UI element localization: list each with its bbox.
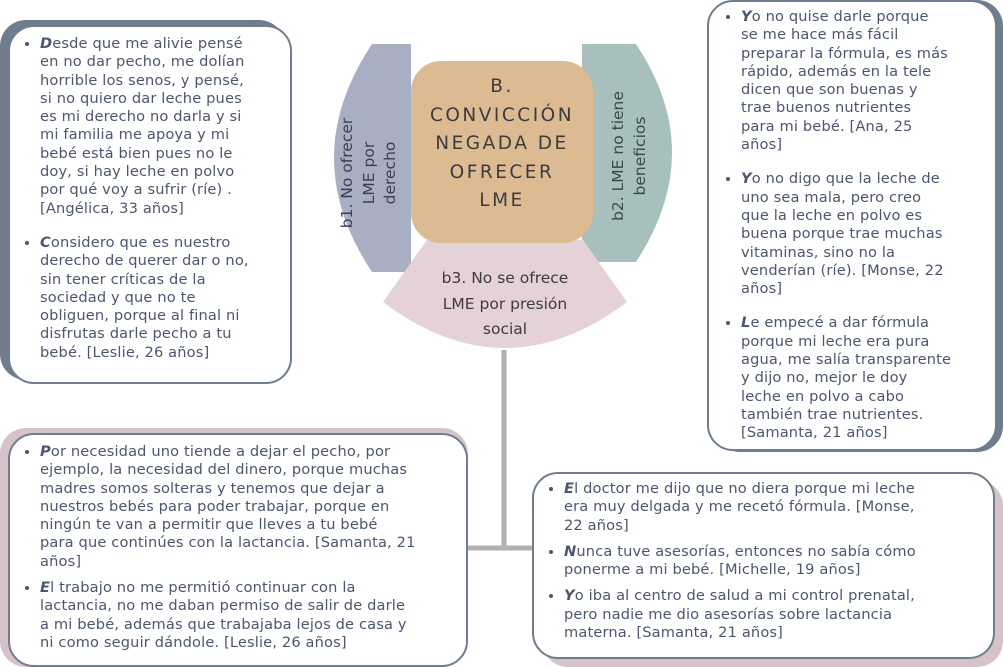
quote-item [40,234,286,362]
quote-line: derecho de querer dar o no, [40,252,249,270]
quote-line: dicen que son buenas y [741,81,918,99]
quote-line: doy, si hay leche en polvo [40,163,235,181]
center-title-line: LME [479,190,525,211]
quote-line: preparar la fórmula, es más [741,44,948,62]
quote-line: bebé. [Leslie, 26 años] [40,343,210,361]
quote-item [564,480,989,535]
quote-line: y dijo no, mejor le doy [741,369,908,387]
quote-line: unca tuve asesorías, entonces no sabía cómo [576,542,916,560]
quote-line: venderían (ríe). [Monse, 22 [741,261,944,279]
quote-line: años] [741,136,783,154]
spacer [564,535,989,543]
bottom-wing-label [405,266,605,343]
quote-initial: L [741,314,751,332]
quote-line: ponerme a mi bebé. [Michelle, 19 años] [564,561,861,579]
quote-item [40,35,286,218]
quote-item [40,443,462,571]
top-left-quote-list [18,35,286,362]
quote-line: e empecé a dar fórmula [750,314,930,332]
spacer [40,571,462,579]
bottom-right-panel [532,472,995,659]
quote-line: años] [40,552,82,570]
quote-item [564,587,989,642]
quote-line: rápido, además en la tele [741,62,932,80]
quote-initial: D [40,35,53,52]
center-title [411,73,593,216]
right-wing-label [608,56,652,256]
quote-item [741,314,991,442]
left-wing-line: LME por [359,141,378,205]
quote-line: esde que me alivie pensé [52,35,243,52]
left-wing-line: derecho [381,141,399,205]
quote-line: lactancia, no me daban permiso de salir de darle [40,597,406,615]
quote-line: buena porque trae muchas [741,225,943,243]
quote-line: onsidero que es nuestro [50,233,231,251]
quote-line: en no dar pecho, me dolían [40,53,245,71]
quote-line: leche en polvo a cabo [741,387,905,405]
quote-line: o no digo que la leche de [751,170,940,188]
left-wing-line: b1. No ofrecer [338,117,356,229]
quote-initial: C [40,233,51,251]
quote-line: ni como seguir dándole. [Leslie, 26 años] [40,633,347,651]
quote-item [741,170,991,298]
quote-initial: P [40,443,51,460]
quote-line: también trae nutrientes. [741,405,924,423]
spacer [741,154,991,170]
quote-line: materna. [Samanta, 21 años] [564,624,784,642]
bottom-left-quote-list [18,443,462,652]
quote-line: para mi bebé. [Ana, 25 [741,117,913,135]
quote-line: sociedad y que no te [40,288,196,306]
quote-line: años] [741,280,783,298]
quote-initial: Y [564,587,575,605]
spacer [40,218,286,234]
bottom-wing-line: LME por presión [442,294,568,313]
quote-line: bebé está bien pues no le [40,144,233,162]
quote-line: obliguen, porque al final ni [40,307,240,325]
quote-line: l doctor me dijo que no diera porque mi leche [574,480,915,497]
center-title-line: OFRECER [449,161,555,183]
quote-line: pero nadie me dio asesorías sobre lactancia [564,605,893,623]
quote-initial: E [564,480,575,497]
bottom-wing-line: b3. No se ofrece [441,269,569,287]
center-title-line: NEGADA DE [435,133,569,154]
quote-line: por qué voy a sufrir (ríe) . [40,181,232,199]
center-title-line: B. [490,76,514,97]
top-left-panel [8,25,292,384]
center-title-line: CONVICCIÓN [429,104,575,126]
quote-item [40,579,462,652]
quote-line: or necesidad uno tiende a dejar el pecho, por [50,443,391,460]
quote-item [741,8,991,154]
quote-line: ejemplo, la necesidad del dinero, porque muchas [40,461,408,479]
quote-line: [Angélica, 33 años] [40,199,184,217]
quote-line: nuestros bebés para poder trabajar, porque en [40,497,390,515]
quote-line: vitaminas, sino no la [741,243,896,261]
quote-line: 22 años] [564,516,629,534]
quote-line: l trabajo no me permitió continuar con la [50,579,356,597]
quote-initial: N [564,542,577,560]
quote-line: sin tener críticas de la [40,270,206,288]
quote-line: se me hace más fácil [741,26,899,44]
spacer [741,298,991,314]
quote-line: trae buenos nutrientes [741,99,912,117]
quote-line: o no quise darle porque [751,8,929,25]
quote-item [564,543,989,580]
quote-line: que la leche en polvo es [741,206,923,224]
quote-line: horrible los senos, y pensé, [40,71,244,89]
quote-line: si no quiero dar leche pues [40,89,242,107]
quote-line: uno sea mala, pero creo [741,188,922,206]
quote-line: madres somos solteras y tenemos que dejar a [40,479,385,497]
quote-line: a mi bebé, además que trabajaba lejos de casa y [40,615,407,633]
quote-initial: Y [741,8,752,25]
top-right-panel [707,0,997,451]
quote-initial: E [40,579,51,597]
quote-line: agua, me salía transparente [741,351,952,369]
quote-line: es mi derecho no darla y si [40,108,242,126]
quote-line: porque mi leche era pura [741,332,930,350]
top-right-quote-list [719,8,991,443]
bottom-right-quote-list [542,480,989,642]
quote-line: o iba al centro de salud a mi control prenatal, [574,587,915,605]
quote-line: [Samanta, 21 años] [741,424,888,442]
right-wing-line: b2. LME no tiene [609,91,627,221]
left-wing-label [337,73,403,273]
spacer [564,579,989,587]
quote-line: para que continúes con la lactancia. [Samanta, 21 [40,534,416,552]
quote-initial: Y [741,170,752,188]
quote-line: ningún te van a permitir que lleves a tu bebé [40,516,378,534]
quote-line: disfrutas darle pecho a tu [40,325,232,343]
quote-line: mi familia me apoya y mi [40,126,230,144]
bottom-wing-line: social [482,320,528,338]
right-wing-line: beneficios [630,116,649,196]
bottom-left-panel [8,433,468,667]
quote-line: era muy delgada y me recetó fórmula. [Monse, [564,498,915,516]
